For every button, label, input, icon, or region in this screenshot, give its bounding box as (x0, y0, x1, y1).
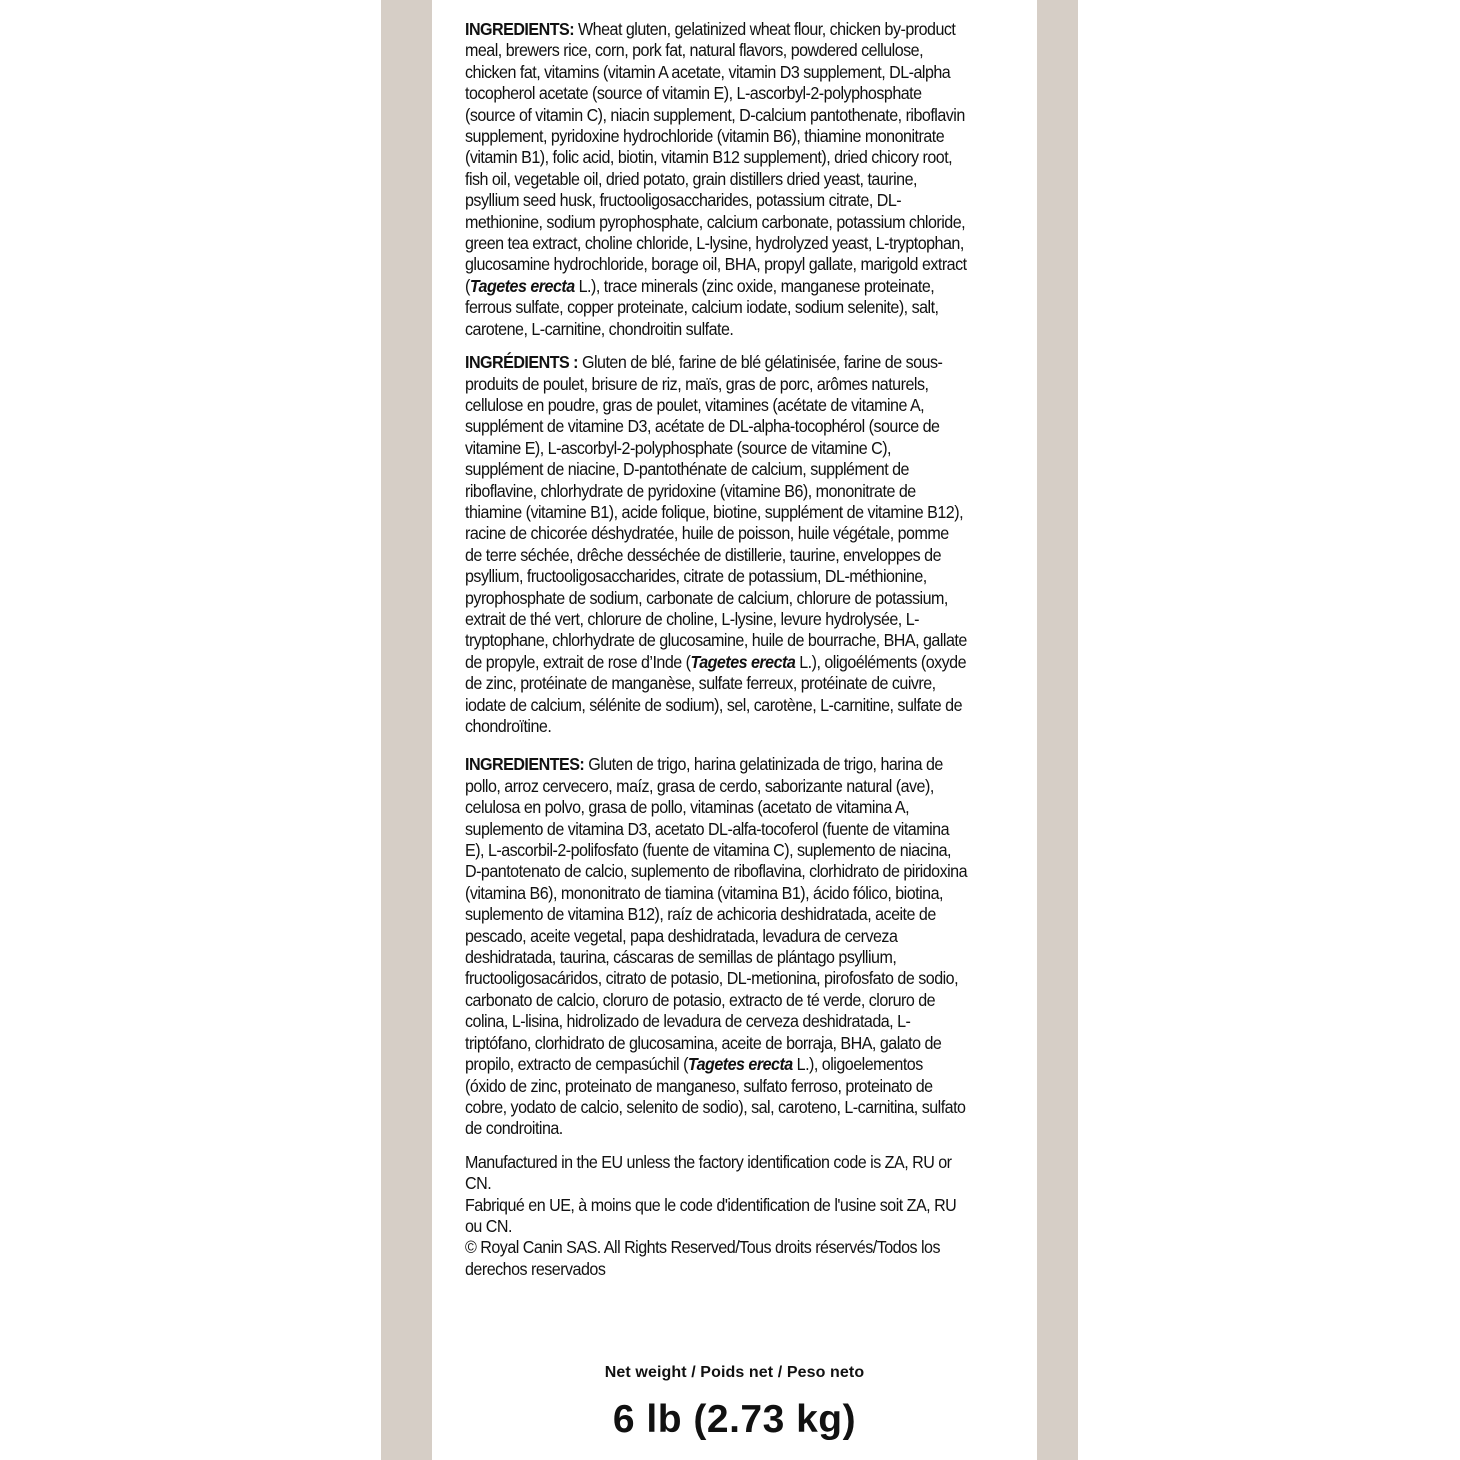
ingredients-italic-en: Tagetes erecta (469, 275, 575, 296)
net-weight-value: 6 lb (2.73 kg) (612, 1398, 857, 1441)
ingredients-text-fr-1: Gluten de blé, farine de blé gélatinisée, farine de sous-produits de poulet, brisure de riz, maïs, gras de porc, arômes naturels, cellulose en poudre, gras de poulet, vitamines (acétate de vitamine A, supplément de vitamine D3, acétate de DL-alpha-tocophérol (source de vitamine E), L-ascorbyl-2-polyphosphate (source de vitamine C), supplément de niacine, D-pantothénate de calcium, supplément de riboflavine, chlorhydrate de pyridoxine (vitamine B6), mononitrate de thiamine (vitamine B1), acide folique, biotine, supplément de vitamine B12), racine de chicorée déshydratée, huile de poisson, huile végétale, pomme de terre séchée, drêche desséchée de distillerie, taurine, enveloppes de psyllium, fructooligosaccharides, citrate de potassium, DL-méthionine, pyrophosphate de sodium, carbonate de calcium, chlorure de potassium, extrait de thé vert, chlorure de choline, L-lysine, levure hydrolysée, L-tryptophane, chlorhydrate de glucosamine, huile de bourrache, BHA, gallate de propyle, extrait de rose d’Inde ( (465, 352, 967, 672)
ingredients-heading-es: INGREDIENTES: (465, 754, 585, 775)
manufactured-note-en: Manufactured in the EU unless the factory identification code is ZA, RU or CN. (465, 1151, 952, 1194)
ingredients-text (465, 19, 967, 1280)
ingredients-text-fr-2: L.), oligoéléments (oxyde de zinc, protéinate de manganèse, sulfate ferreux, protéinate de cuivre, iodate de calcium, sélénite de sodium), sel, carotène, L-carnitine, sulfate de chondroïtine. (465, 651, 967, 736)
ingredients-heading-en: INGREDIENTS: (465, 19, 575, 39)
ingredients-french (465, 352, 967, 737)
ingredients-text-es-1: Gluten de trigo, harina gelatinizada de trigo, harina de pollo, arroz cervecero, maíz, grasa de cerdo, saborizante natural (ave), celulosa en polvo, grasa de pollo, vitaminas (acetato de vitamina A, suplemento de vitamina D3, acetato DL-alfa-tocoferol (fuente de vitamina E), L-ascorbil-2-polifosfato (fuente de vitamina C), suplemento de niacina, D-pantotenato de calcio, suplemento de riboflavina, clorhidrato de piridoxina (vitamina B6), mononitrato de tiamina (vitamina B1), ácido fólico, biotina, suplemento de vitamina B12), raíz de achicoria deshidratada, aceite de pescado, aceite vegetal, papa deshidratada, levadura de cerveza deshidratada, taurina, cáscaras de semillas de plántago psyllium, fructooligosacáridos, citrato de potasio, DL-metionina, pirofosfato de sodio, carbonato de calcio, cloruro de potasio, extracto de té verde, cloruro de colina, L-lisina, hidrolizado de levadura de cerveza deshidratada, L-triptófano, clorhidrato de glucosamina, aceite de borraja, BHA, galato de propilo, extracto de cempasúchil ( (465, 754, 968, 1075)
ingredients-english (465, 19, 967, 340)
ingredients-text-en-2: L.), trace minerals (zinc oxide, manganese proteinate, ferrous sulfate, copper proteinate, calcium iodate, sodium selenite), salt, carotene, L-carnitine, chondroitin sulfate. (465, 275, 939, 339)
ingredients-italic-es: Tagetes erecta (687, 1054, 793, 1075)
ingredients-text-en-1: Wheat gluten, gelatinized wheat flour, chicken by-product meal, brewers rice, corn, pork fat, natural flavors, powdered cellulose, chicken fat, vitamins (vitamin A acetate, vitamin D3 supplement, DL-alpha tocopherol acetate (source of vitamin E), L-ascorbyl-2-polyphosphate (source of vitamin C), niacin supplement, D-calcium pantothenate, riboflavin supplement, pyridoxine hydrochloride (vitamin B6), thiamine mononitrate (vitamin B1), folic acid, biotin, vitamin B12 supplement), dried chicory root, fish oil, vegetable oil, dried potato, grain distillers dried yeast, taurine, psyllium seed husk, fructooligosaccharides, potassium citrate, DL-methionine, sodium pyrophosphate, calcium carbonate, potassium chloride, green tea extract, choline chloride, L-lysine, hydrolyzed yeast, L-tryptophan, glucosamine hydrochloride, borage oil, BHA, propyl gallate, marigold extract ( (465, 19, 967, 296)
ingredients-text-es-2: L.), oligoelementos (óxido de zinc, proteinato de manganeso, sulfato ferroso, proteinato de cobre, yodato de calcio, selenito de sodio), sal, caroteno, L-carnitina, sulfato de condroitina. (465, 1054, 966, 1139)
copyright-notice: © Royal Canin SAS. All Rights Reserved/Tous droits réservés/Todos los derechos reservados (465, 1237, 940, 1279)
manufactured-note-fr: Fabriqué en UE, à moins que le code d'identification de l'usine soit ZA, RU ou CN. (465, 1194, 957, 1236)
ingredients-italic-fr: Tagetes erecta (690, 651, 796, 672)
ingredients-spanish (465, 754, 967, 1139)
ingredients-heading-fr: INGRÉDIENTS : (465, 352, 579, 373)
net-weight-label: Net weight / Poids net / Peso neto (604, 1364, 865, 1381)
